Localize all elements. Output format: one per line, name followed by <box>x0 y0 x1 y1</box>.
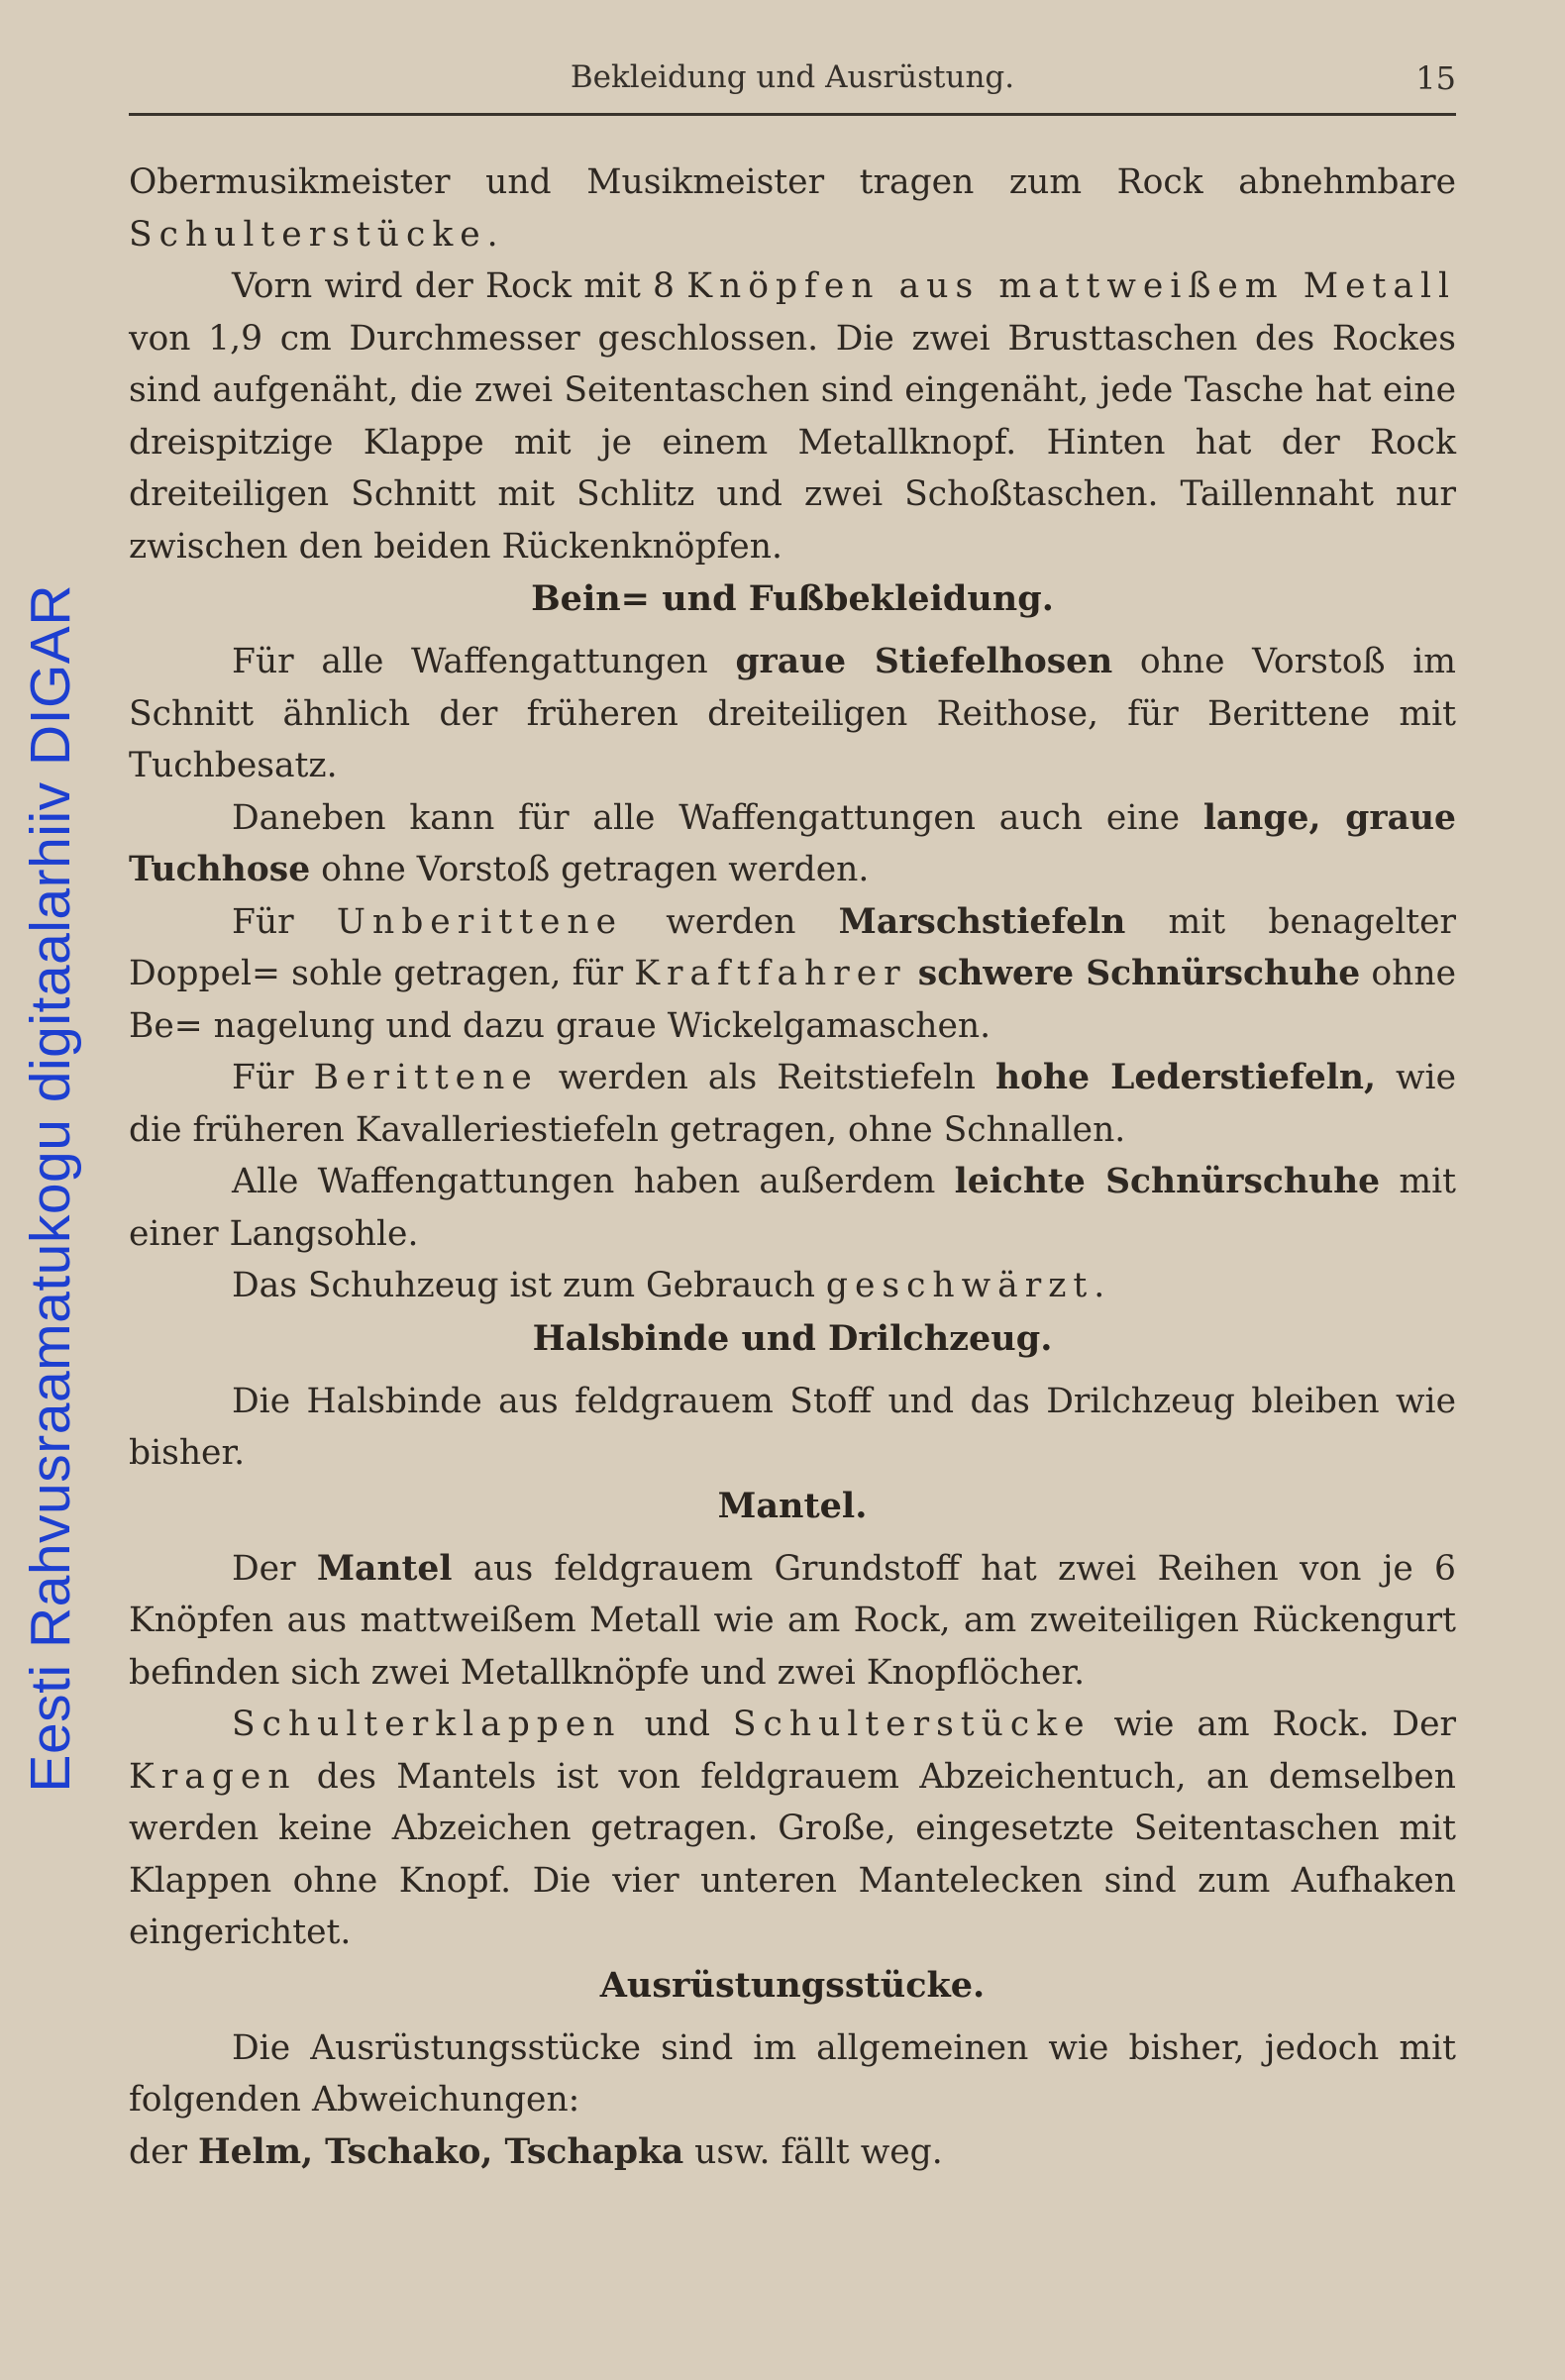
heading-ausruestungsstuecke: Ausrüstungsstücke. <box>599 1964 986 2006</box>
paragraph-rock: Vorn wird der Rock mit 8 Knöpfen aus mattweißem Metall von 1,9 cm Durchmesser geschlossen. Die zwei Brusttaschen des Rockes sind aufgenäht, die zwei Seitentaschen sind eingenäht, jede Tasche hat eine dreispitzige Klappe mit je einem Metallknopf. Hinten hat der Rock dreiteiligen Schnitt mit Schlitz und zwei Schoßtaschen. Taillennaht nur zwischen den beiden Rückenknöpfen. <box>129 266 1457 567</box>
paragraph-ausruestung: Die Ausrüstungsstücke sind im allgemeinen wie bisher, jedoch mit folgenden Abweichungen: <box>129 2027 1456 2120</box>
paragraph-schnuerschuhe: Alle Waffengattungen haben außerdem leichte Schnürschuhe mit einer Langsohle. <box>129 1162 1456 1254</box>
heading-halsbinde-drilchzeug: Halsbinde und Drilchzeug. <box>532 1317 1053 1359</box>
paragraph-schuhzeug: Das Schuhzeug ist zum Gebrauch geschwärzt. <box>232 1266 1105 1305</box>
paragraph-stiefelhosen: Für alle Waffengattungen graue Stiefelhosen ohne Vorstoß im Schnitt ähnlich der früheren dreiteiligen Reithose, für Berittene mit Tuchbesatz. <box>129 642 1456 785</box>
paragraph-schulterklappen: Schulterklappen und Schulterstücke wie am Rock. Der Kragen des Mantels ist von feldgrauem Abzeichentuch, an demselben werden keine Abzeichen getragen. Große, eingesetzte Seitentaschen mit Klappen ohne Knopf. Die vier unteren Mantelecken sind zum Aufhaken eingerichtet. <box>129 1705 1456 1952</box>
paragraph-mantel: Der Mantel aus feldgrauem Grundstoff hat zwei Reihen von je 6 Knöpfen aus mattweißem Metall wie am Rock, am zweiteiligen Rückengurt befinden sich zwei Metallknöpfe und zwei Knopflöcher. <box>129 1548 1456 1693</box>
paragraph-musikmeister: Obermusikmeister und Musikmeister tragen zum Rock abnehmbare Schulterstücke. <box>129 162 1456 255</box>
paragraph-tuchhose: Daneben kann für alle Waffengattungen auch eine lange, graue Tuchhose ohne Vorstoß getragen werden. <box>129 797 1456 889</box>
header-rule <box>129 113 1456 116</box>
page-body <box>129 156 1456 2276</box>
paragraph-helm: der Helm, Tschako, Tschapka usw. fällt weg. <box>129 2131 943 2172</box>
page-header <box>129 59 1456 119</box>
page-number: 15 <box>1415 59 1456 97</box>
paragraph-unberittene: Für Unberittene werden Marschstiefeln mit benagelter Doppel= sohle getragen, für Kraftfahrer schwere Schnürschuhe ohne Be= nagelung und dazu graue Wickelgamaschen. <box>129 901 1457 1046</box>
paragraph-berittene: Für Berittene werden als Reitstiefeln hohe Lederstiefeln, wie die früheren Kavalleriestiefeln getragen, ohne Schnallen. <box>129 1058 1456 1150</box>
heading-mantel: Mantel. <box>717 1485 868 1526</box>
digar-watermark <box>4 259 97 2118</box>
paragraph-halsbinde: Die Halsbinde aus feldgrauem Stoff und das Drilchzeug bleiben wie bisher. <box>129 1381 1456 1473</box>
watermark-text: Eesti Rahvusraamatukogu digitaalarhiiv DIGAR <box>19 584 82 1793</box>
running-head: Bekleidung und Ausrüstung. <box>570 59 1015 95</box>
heading-bein-fussbekleidung: Bein= und Fußbekleidung. <box>531 578 1054 619</box>
